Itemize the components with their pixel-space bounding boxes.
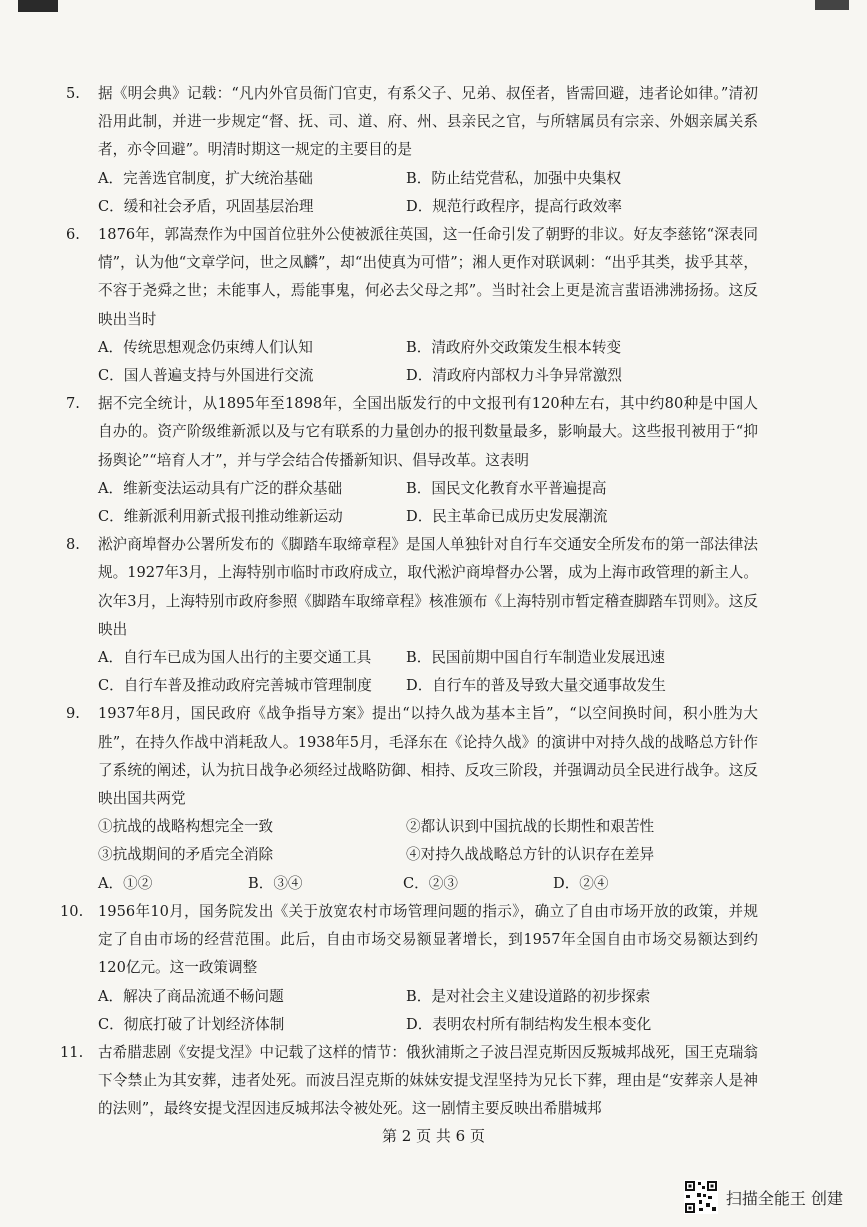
option-group [98,983,758,1039]
option-c: C．缓和社会矛盾，巩固基层治理 [98,197,314,215]
option-c: C．国人普遍支持与外国进行交流 [98,367,314,385]
page-footer: 第 2 页 共 6 页 [382,1127,485,1145]
option-c: C．彻底打破了计划经济体制 [98,1015,285,1033]
scan-corner-mark [815,0,849,10]
question-number: 7. [66,395,80,413]
option-b: B．③④ [248,874,303,892]
question-stem: 据《明会典》记载：“凡内外官员衙门官吏，有系父子、兄弟、叔侄者，皆需回避，违者论如律。”清初沿用此制，并进一步规定“督、抚、司、道、府、州、县亲民之官，与所辖属员有宗亲、外姻亲属关系者，亦令回避”。明清时期这一规定的主要目的是 [98,85,758,159]
question-6 [66,221,758,390]
option-b: B．是对社会主义建设道路的初步探索 [406,987,651,1005]
question-list [60,80,758,1124]
question-11 [60,1039,758,1124]
statement-3: ③抗战期间的矛盾完全消除 [98,846,274,864]
statement-2: ②都认识到中国抗战的长期性和艰苦性 [406,818,655,836]
option-b: B．民国前期中国自行车制造业发展迅速 [406,649,665,667]
option-a: A．①② [98,874,153,892]
option-group [98,644,758,700]
option-c: C．②③ [403,874,458,892]
question-7 [66,390,758,531]
option-a: A．传统思想观念仍束缚人们认知 [98,338,313,356]
statement-1: ①抗战的战略构想完全一致 [98,818,274,836]
question-9 [66,700,758,897]
question-number: 6. [66,226,80,244]
option-c: C．自行车普及推动政府完善城市管理制度 [98,677,372,695]
watermark-text: 扫描全能王 创建 [725,1188,843,1208]
question-stem: 1937年8月，国民政府《战争指导方案》提出“以持久战为基本主旨”，“以空间换时间，积小胜为大胜”，在持久作战中消耗敌人。1938年5月，毛泽东在《论持久战》的演讲中对持久战的战略总方针作了系统的阐述，认为抗日战争必须经过战略防御、相持、反攻三阶段，并强调动员全民进行战争。这反映出国共两党 [98,705,758,808]
question-stem: 据不完全统计，从1895年至1898年，全国出版发行的中文报刊有120种左右，其中约80种是中国人自办的。资产阶级维新派以及与它有联系的力量创办的报刊数量最多，影响最大。这些报刊被用于“抑扬舆论”“培育人才”，并与学会结合传播新知识、倡导改革。这表明 [98,395,758,469]
scanner-watermark [684,1180,843,1214]
statement-group [98,813,758,869]
question-5 [66,80,758,221]
statement-4: ④对持久战战略总方针的认识存在差异 [406,846,655,864]
option-group [98,334,758,390]
option-d: D．②④ [553,874,609,892]
option-group [98,870,758,898]
question-number: 5. [66,85,80,102]
option-b: B．清政府外交政策发生根本转变 [406,338,622,356]
option-group [98,475,758,531]
question-number: 11. [60,1043,84,1061]
question-stem: 1876年，郭嵩焘作为中国首位驻外公使被派往英国，这一任命引发了朝野的非议。好友李慈铭“深表同情”，认为他“文章学问，世之凤麟”，却“出使真为可惜”；湘人更作对联讽刺：“出乎其类，拔乎其萃，不容于尧舜之世；未能事人，焉能事鬼，何必去父母之邦”。当时社会上更是流言蜚语沸沸扬扬。这反映出当时 [98,226,758,328]
option-group [98,165,758,221]
question-10 [60,898,758,1039]
option-b: B．国民文化教育水平普遍提高 [406,479,607,497]
option-a: A．解决了商品流通不畅问题 [98,987,284,1005]
question-stem: 古希腊悲剧《安提戈涅》中记载了这样的情节：俄狄浦斯之子波吕涅克斯因反叛城邦战死，国王克瑞翁下令禁止为其安葬，违者处死。而波吕涅克斯的妹妹安提戈涅坚持为兄长下葬，理由是“安葬亲人是神的法则”，最终安提戈涅因违反城邦法令被处死。这一剧情主要反映出希腊城邦 [98,1043,758,1118]
option-a: A．自行车已成为国人出行的主要交通工具 [98,649,372,667]
question-number: 8. [66,536,80,554]
question-number: 10. [60,902,84,920]
question-stem: 淞沪商埠督办公署所发布的《脚踏车取缔章程》是国人单独针对自行车交通安全所发布的第一部法律法规。1927年3月，上海特别市临时市政府成立，取代淞沪商埠督办公署，成为上海市政管理的新主人。次年3月，上海特别市政府参照《脚踏车取缔章程》核准颁布《上海特别市暂定稽查脚踏车罚则》。这反映出 [98,536,758,638]
option-c: C．维新派利用新式报刊推动维新运动 [98,508,343,526]
option-d: D．表明农村所有制结构发生根本变化 [406,1015,652,1033]
scan-corner-mark [18,0,58,12]
option-a: A．维新变法运动具有广泛的群众基础 [98,479,343,497]
option-b: B．防止结党营私，加强中央集权 [406,169,622,187]
option-d: D．清政府内部权力斗争异常激烈 [406,367,623,385]
option-a: A．完善选官制度，扩大统治基础 [98,169,313,187]
question-8 [66,531,758,700]
option-d: D．民主革命已成历史发展潮流 [406,508,608,526]
question-number: 9. [66,705,80,723]
option-d: D．规范行政程序，提高行政效率 [406,197,623,215]
qr-code-icon [684,1180,718,1214]
question-stem: 1956年10月，国务院发出《关于放宽农村市场管理问题的指示》，确立了自由市场开放的政策，并规定了自由市场的经营范围。此后，自由市场交易额显著增长，到1957年全国自由市场交易额达到约120亿元。这一政策调整 [98,902,758,977]
option-d: D．自行车的普及导致大量交通事故发生 [406,677,666,695]
